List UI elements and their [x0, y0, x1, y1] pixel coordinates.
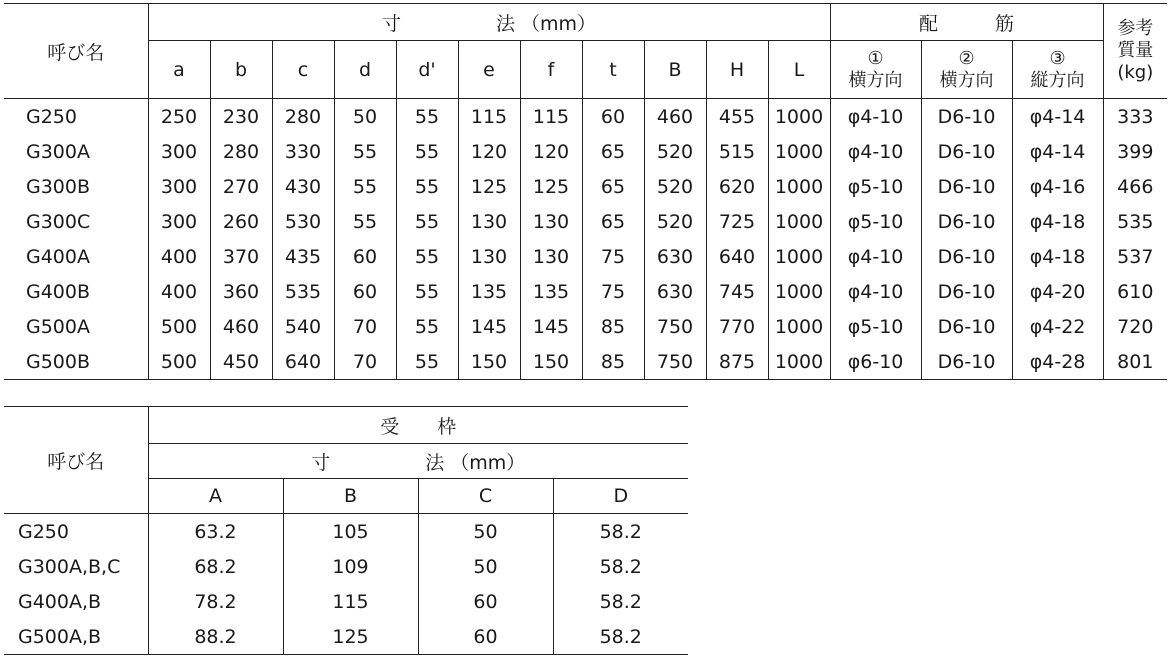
dimension-cell: 750 — [644, 344, 706, 380]
table-row — [4, 584, 688, 619]
table-row — [4, 239, 1167, 274]
mass-header-line2: 質量 — [1117, 40, 1154, 61]
dimension-cell: 120 — [458, 134, 520, 169]
dimension-cell: 230 — [210, 99, 272, 135]
mass-cell: 466 — [1117, 175, 1154, 198]
dimension-cell: 535 — [272, 274, 334, 309]
rebar-cell: φ4-22 — [1012, 309, 1103, 344]
dimension-cell: 500 — [148, 344, 210, 380]
dimension-cell: 70 — [334, 309, 396, 344]
dimension-cell: 55 — [396, 134, 458, 169]
column-header: d — [334, 41, 396, 99]
dimension-cell: 370 — [210, 239, 272, 274]
table-row — [4, 99, 1167, 135]
dimension-cell: 50 — [334, 99, 396, 135]
frame-header: 受 枠 — [148, 407, 688, 444]
mass-header-line3: (kg) — [1117, 62, 1154, 83]
row-name: G250 — [4, 99, 148, 135]
rebar-cell: φ5-10 — [830, 309, 921, 344]
rebar-cell: φ4-10 — [830, 134, 921, 169]
frame-dimension-cell: 105 — [283, 514, 418, 550]
dimension-cell: 145 — [458, 309, 520, 344]
table-row — [4, 549, 688, 584]
dimensions-table — [4, 3, 1167, 380]
rebar-cell: φ6-10 — [830, 344, 921, 380]
dimension-cell: 620 — [706, 169, 768, 204]
frame-table — [4, 406, 688, 655]
rebar-header: 配 筋 — [830, 4, 1103, 41]
frame-column-header: A — [148, 479, 283, 514]
dimension-cell: 630 — [644, 274, 706, 309]
dimension-cell: 520 — [644, 134, 706, 169]
rebar-cell: D6-10 — [921, 134, 1012, 169]
dimension-cell: 435 — [272, 239, 334, 274]
table-row — [4, 274, 1167, 309]
rebar-cell: D6-10 — [921, 344, 1012, 380]
dimension-cell: 1000 — [768, 204, 830, 239]
frame-name-header: 呼び名 — [4, 407, 148, 514]
row-name: G400B — [4, 274, 148, 309]
dimension-cell: 300 — [160, 140, 198, 163]
dimension-cell: 115 — [458, 99, 520, 135]
rebar-cell: φ4-14 — [1012, 134, 1103, 169]
dimension-cell: 875 — [706, 344, 768, 380]
column-header: d' — [396, 41, 458, 99]
column-header: H — [706, 41, 768, 99]
dimension-cell: 65 — [582, 169, 644, 204]
column-header: a — [148, 41, 210, 99]
rebar-direction: 縦方向 — [1030, 69, 1085, 91]
dimension-cell: 130 — [520, 204, 582, 239]
rebar-cell: φ4-20 — [1012, 274, 1103, 309]
dimension-cell: 85 — [582, 344, 644, 380]
dimension-cell: 1000 — [768, 309, 830, 344]
rebar-number: ① — [867, 47, 884, 69]
dimension-cell: 75 — [582, 239, 644, 274]
table-row — [4, 309, 1167, 344]
table-row — [4, 619, 688, 655]
dimension-cell: 125 — [520, 169, 582, 204]
dimension-cell: 1000 — [768, 99, 830, 135]
mass-cell: 537 — [1117, 245, 1154, 268]
rebar-column-header — [1012, 41, 1103, 99]
frame-dimension-cell: 58.2 — [553, 619, 688, 655]
dimension-cell: 280 — [272, 99, 334, 135]
dimension-cell: 400 — [160, 245, 198, 268]
dimension-cell: 520 — [644, 204, 706, 239]
column-header: t — [582, 41, 644, 99]
dimension-cell: 125 — [458, 169, 520, 204]
dimension-cell: 55 — [334, 204, 396, 239]
dimension-cell: 135 — [520, 274, 582, 309]
frame-dimension-cell: 50 — [418, 514, 553, 550]
dimension-cell: 250 — [160, 105, 198, 128]
row-name: G400A — [4, 239, 148, 274]
dimension-cell: 65 — [582, 204, 644, 239]
dimension-cell: 1000 — [768, 134, 830, 169]
row-name: G500B — [4, 344, 148, 380]
frame-dimension-cell: 109 — [283, 549, 418, 584]
dimension-cell: 640 — [272, 344, 334, 380]
dimension-cell: 300 — [160, 175, 198, 198]
dimension-cell: 130 — [520, 239, 582, 274]
dimension-cell: 55 — [396, 274, 458, 309]
mass-header-line1: 参考 — [1117, 18, 1154, 39]
mass-cell: 399 — [1117, 140, 1154, 163]
dimension-cell: 770 — [706, 309, 768, 344]
frame-dimension-cell: 60 — [418, 619, 553, 655]
rebar-cell: D6-10 — [921, 99, 1012, 135]
row-name: G300A — [4, 134, 148, 169]
dimension-cell: 1000 — [768, 239, 830, 274]
frame-dimension-header: 寸 法 （mm） — [148, 444, 688, 479]
dimension-cell: 330 — [272, 134, 334, 169]
column-header: L — [768, 41, 830, 99]
dimension-cell: 500 — [160, 315, 198, 338]
column-header: c — [272, 41, 334, 99]
dimension-cell: 360 — [210, 274, 272, 309]
frame-dimension-cell: 88.2 — [148, 619, 283, 655]
frame-dimension-cell: 58.2 — [553, 549, 688, 584]
rebar-cell: φ5-10 — [830, 169, 921, 204]
row-name: G500A — [4, 309, 148, 344]
rebar-cell: D6-10 — [921, 239, 1012, 274]
dimension-cell: 60 — [334, 274, 396, 309]
dimension-cell: 130 — [458, 239, 520, 274]
dimension-cell: 280 — [210, 134, 272, 169]
rebar-direction: 横方向 — [848, 69, 903, 91]
rebar-column-header — [830, 41, 921, 99]
rebar-cell: D6-10 — [921, 169, 1012, 204]
dimension-cell: 1000 — [768, 274, 830, 309]
dimension-cell: 455 — [706, 99, 768, 135]
frame-dimension-cell: 58.2 — [553, 514, 688, 550]
dimension-cell: 145 — [520, 309, 582, 344]
column-header: f — [520, 41, 582, 99]
frame-dimension-cell: 125 — [283, 619, 418, 655]
dimension-cell: 55 — [396, 99, 458, 135]
column-header: e — [458, 41, 520, 99]
table-row — [4, 134, 1167, 169]
dimension-cell: 515 — [706, 134, 768, 169]
dimension-cell: 300 — [160, 210, 198, 233]
frame-column-header: C — [418, 479, 553, 514]
row-name: G500A,B — [4, 619, 148, 655]
dimension-cell: 60 — [582, 99, 644, 135]
table-row — [4, 344, 1167, 380]
rebar-direction: 横方向 — [939, 69, 994, 91]
dimension-cell: 55 — [396, 239, 458, 274]
row-name: G300C — [4, 204, 148, 239]
frame-dimension-cell: 50 — [418, 549, 553, 584]
mass-cell: 720 — [1117, 315, 1154, 338]
rebar-cell: φ4-10 — [830, 99, 921, 135]
dimension-cell: 150 — [520, 344, 582, 380]
rebar-column-header — [921, 41, 1012, 99]
dimension-cell: 1000 — [768, 344, 830, 380]
dimension-cell: 55 — [396, 344, 458, 380]
dimension-cell: 135 — [458, 274, 520, 309]
dimension-cell: 520 — [644, 169, 706, 204]
rebar-cell: φ5-10 — [830, 204, 921, 239]
dimension-cell: 630 — [644, 239, 706, 274]
rebar-number: ② — [958, 47, 975, 69]
rebar-cell: φ4-10 — [830, 274, 921, 309]
mass-header — [1103, 4, 1167, 99]
name-header: 呼び名 — [4, 4, 148, 99]
frame-dimension-cell: 58.2 — [553, 584, 688, 619]
frame-column-header: D — [553, 479, 688, 514]
rebar-cell: φ4-14 — [1012, 99, 1103, 135]
dimension-cell: 640 — [706, 239, 768, 274]
rebar-cell: D6-10 — [921, 204, 1012, 239]
mass-cell: 333 — [1117, 105, 1154, 128]
dimension-cell: 70 — [334, 344, 396, 380]
frame-dimension-cell: 68.2 — [194, 555, 237, 578]
dimension-cell: 130 — [458, 204, 520, 239]
dimension-cell: 450 — [210, 344, 272, 380]
dimension-cell: 430 — [272, 169, 334, 204]
rebar-cell: φ4-18 — [1012, 239, 1103, 274]
dimension-cell: 745 — [706, 274, 768, 309]
table-row — [4, 204, 1167, 239]
dimension-cell: 530 — [272, 204, 334, 239]
frame-dimension-cell: 115 — [283, 584, 418, 619]
dimension-cell: 115 — [520, 99, 582, 135]
dimension-cell: 260 — [210, 204, 272, 239]
dimension-cell: 55 — [396, 309, 458, 344]
dimension-cell: 270 — [210, 169, 272, 204]
column-header: B — [644, 41, 706, 99]
frame-dimension-cell: 63.2 — [194, 520, 237, 543]
dimension-cell: 85 — [582, 309, 644, 344]
mass-cell: 535 — [1117, 210, 1154, 233]
rebar-cell: φ4-10 — [830, 239, 921, 274]
dimension-cell: 60 — [334, 239, 396, 274]
dimension-cell: 540 — [272, 309, 334, 344]
column-header: b — [210, 41, 272, 99]
rebar-cell: D6-10 — [921, 309, 1012, 344]
dimension-cell: 1000 — [768, 169, 830, 204]
row-name: G300A,B,C — [4, 549, 148, 584]
dimension-cell: 75 — [582, 274, 644, 309]
table-row — [4, 514, 688, 550]
dimension-cell: 55 — [396, 169, 458, 204]
rebar-cell: φ4-28 — [1012, 344, 1103, 380]
row-name: G400A,B — [4, 584, 148, 619]
dimension-cell: 55 — [334, 169, 396, 204]
dimension-cell: 460 — [210, 309, 272, 344]
mass-cell: 610 — [1117, 280, 1154, 303]
frame-column-header: B — [283, 479, 418, 514]
rebar-cell: D6-10 — [921, 274, 1012, 309]
dimension-cell: 120 — [520, 134, 582, 169]
table-row — [4, 169, 1167, 204]
rebar-cell: φ4-18 — [1012, 204, 1103, 239]
dimension-cell: 460 — [644, 99, 706, 135]
dimension-cell: 55 — [334, 134, 396, 169]
mass-cell: 801 — [1103, 344, 1167, 380]
frame-dimension-cell: 78.2 — [194, 590, 237, 613]
row-name: G300B — [4, 169, 148, 204]
dimension-cell: 150 — [458, 344, 520, 380]
frame-dimension-cell: 60 — [418, 584, 553, 619]
dimension-cell: 65 — [582, 134, 644, 169]
dimension-cell: 55 — [396, 204, 458, 239]
dimension-cell: 750 — [644, 309, 706, 344]
rebar-number: ③ — [1049, 47, 1066, 69]
dimension-cell: 725 — [706, 204, 768, 239]
rebar-cell: φ4-16 — [1012, 169, 1103, 204]
row-name: G250 — [4, 514, 148, 550]
dimension-header: 寸 法 （mm） — [148, 4, 830, 41]
dimension-cell: 400 — [160, 280, 198, 303]
